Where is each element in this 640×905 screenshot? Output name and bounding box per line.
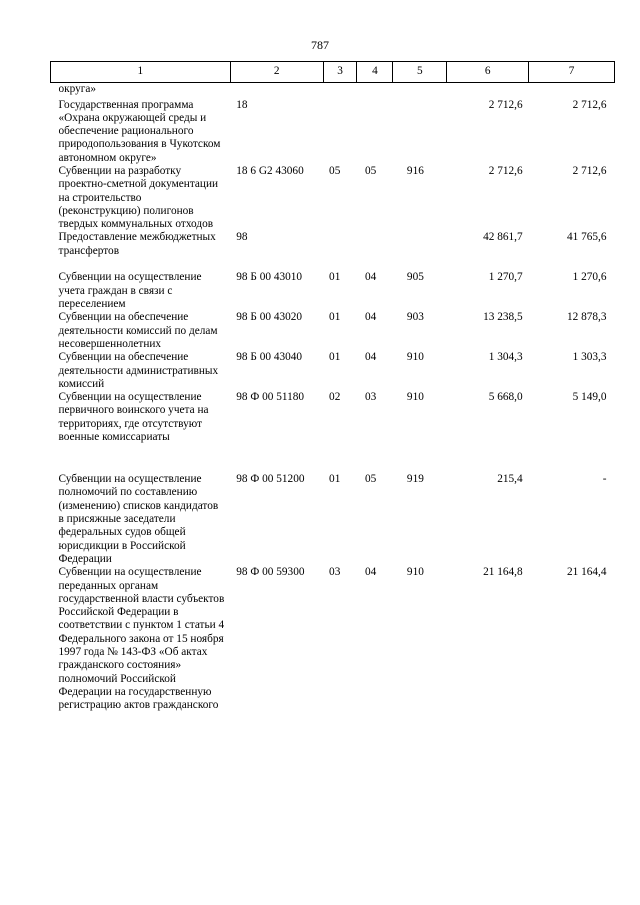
- row-value-6: [447, 83, 529, 99]
- row-subsection: 03: [364, 391, 377, 404]
- row-grbs: 910: [406, 351, 424, 364]
- table-row: [51, 99, 615, 165]
- row-section: 01: [329, 473, 341, 486]
- table-row: [51, 473, 615, 566]
- row-name: Субвенции на обеспечение деятельности комиссий по делам несовершеннолетних: [58, 311, 218, 350]
- row-subsection: [357, 83, 393, 99]
- row-value-7: 2 712,6: [572, 98, 607, 111]
- row-value-6: 2 712,6: [488, 164, 523, 177]
- budget-table: [50, 61, 615, 712]
- row-value-7: [529, 83, 615, 99]
- row-subsection: 05: [364, 473, 377, 486]
- table-header: [51, 62, 615, 83]
- row-value-6: 1 304,3: [488, 351, 523, 364]
- row-section: 03: [329, 566, 341, 579]
- row-subsection: 05: [364, 164, 377, 177]
- row-subsection: 04: [364, 566, 377, 579]
- column-header-7: 7: [529, 62, 615, 83]
- row-value-7: 12 878,3: [566, 311, 607, 324]
- row-code: 18 6 G2 43060: [236, 164, 304, 177]
- table-row: [51, 391, 615, 473]
- row-code: 98 Ф 00 51180: [236, 391, 305, 404]
- row-subsection: [357, 231, 393, 271]
- row-value-6: 5 668,0: [488, 391, 523, 404]
- row-section: 02: [329, 391, 341, 404]
- column-header-1: 1: [51, 62, 231, 83]
- row-code: 98 Б 00 43040: [236, 351, 303, 364]
- row-value-7: 5 149,0: [572, 391, 607, 404]
- row-name: Субвенции на осуществление учета граждан в связи с переселением: [58, 271, 202, 311]
- row-name: Предоставление межбюджетных трансфертов: [58, 231, 216, 257]
- row-code: 98 Ф 00 59300: [236, 566, 305, 579]
- row-code: 98 Б 00 43010: [236, 271, 303, 284]
- table-row: [51, 311, 615, 351]
- row-value-6: 215,4: [497, 473, 523, 486]
- row-code: 98: [236, 231, 248, 244]
- row-grbs: 905: [406, 271, 424, 284]
- row-code: 18: [236, 98, 248, 111]
- row-value-7: 41 765,6: [566, 231, 607, 244]
- row-value-6: 21 164,8: [483, 566, 523, 579]
- row-name: округа»: [58, 83, 97, 95]
- row-section: 01: [329, 351, 341, 364]
- row-value-7: 1 303,3: [572, 351, 607, 364]
- row-name: Субвенции на разработку проектно-сметной документации на строительство (реконструкцию) полигонов твердых коммунальных отходов: [58, 164, 219, 231]
- row-value-7: 21 164,4: [566, 566, 607, 579]
- table-row: [51, 165, 615, 231]
- row-section: [323, 99, 357, 165]
- table-body: [51, 83, 615, 713]
- row-subsection: 04: [364, 351, 377, 364]
- row-grbs: [393, 231, 447, 271]
- row-code: [230, 83, 323, 99]
- column-header-3: 3: [323, 62, 357, 83]
- row-value-6: 2 712,6: [488, 98, 523, 111]
- table-row: [51, 271, 615, 311]
- row-grbs: [393, 83, 447, 99]
- row-value-7: 2 712,6: [572, 164, 607, 177]
- row-section: 01: [329, 271, 341, 284]
- row-grbs: 919: [406, 473, 424, 486]
- row-grbs: [393, 99, 447, 165]
- row-name: Субвенции на осуществление переданных органам государственной власти субъектов Российской Федерации в соответствии с пунктом 1 статьи 4 Федерального закона от 15 ноября 1997 года № 143-ФЗ «Об актах гражданского состояния» полномочий Российской Федерации на государственную регистрацию актов гражданского: [58, 566, 225, 712]
- table-row: [51, 351, 615, 391]
- row-value-6: 1 270,7: [488, 271, 523, 284]
- row-section: 01: [329, 311, 341, 324]
- row-code: 98 Б 00 43020: [236, 311, 303, 324]
- row-section: [323, 231, 357, 271]
- row-code: 98 Ф 00 51200: [236, 473, 305, 486]
- row-section: [323, 83, 357, 99]
- row-value-6: 42 861,7: [483, 231, 523, 244]
- row-value-6: 13 238,5: [483, 311, 523, 324]
- column-header-4: 4: [357, 62, 393, 83]
- row-name: Субвенции на осуществление первичного воинского учета на территориях, где отсутствуют военные комиссариаты: [58, 391, 209, 444]
- row-value-7: -: [602, 473, 607, 486]
- row-name: Субвенции на осуществление полномочий по составлению (изменению) списков кандидатов в присяжные заседатели федеральных судов общей юрисдикции в Российской Федерации: [58, 473, 219, 565]
- table-row: [51, 83, 615, 99]
- table-row: [51, 231, 615, 271]
- row-name: Государственная программа «Охрана окружающей среды и обеспечение рационального природопользования в Чукотском автономном округе»: [58, 98, 221, 164]
- row-subsection: 04: [364, 271, 377, 284]
- row-subsection: 04: [364, 311, 377, 324]
- row-grbs: 910: [406, 391, 424, 404]
- table-row: [51, 566, 615, 712]
- row-grbs: 910: [406, 566, 424, 579]
- row-section: 05: [329, 164, 341, 177]
- header-row: [51, 62, 615, 83]
- row-subsection: [357, 99, 393, 165]
- page-number: 787: [311, 38, 329, 52]
- column-header-6: 6: [447, 62, 529, 83]
- row-name: Субвенции на обеспечение деятельности административных комиссий: [58, 351, 219, 390]
- row-value-7: 1 270,6: [572, 271, 607, 284]
- column-header-5: 5: [393, 62, 447, 83]
- column-header-2: 2: [230, 62, 323, 83]
- row-grbs: 903: [406, 311, 424, 324]
- row-grbs: 916: [406, 164, 424, 177]
